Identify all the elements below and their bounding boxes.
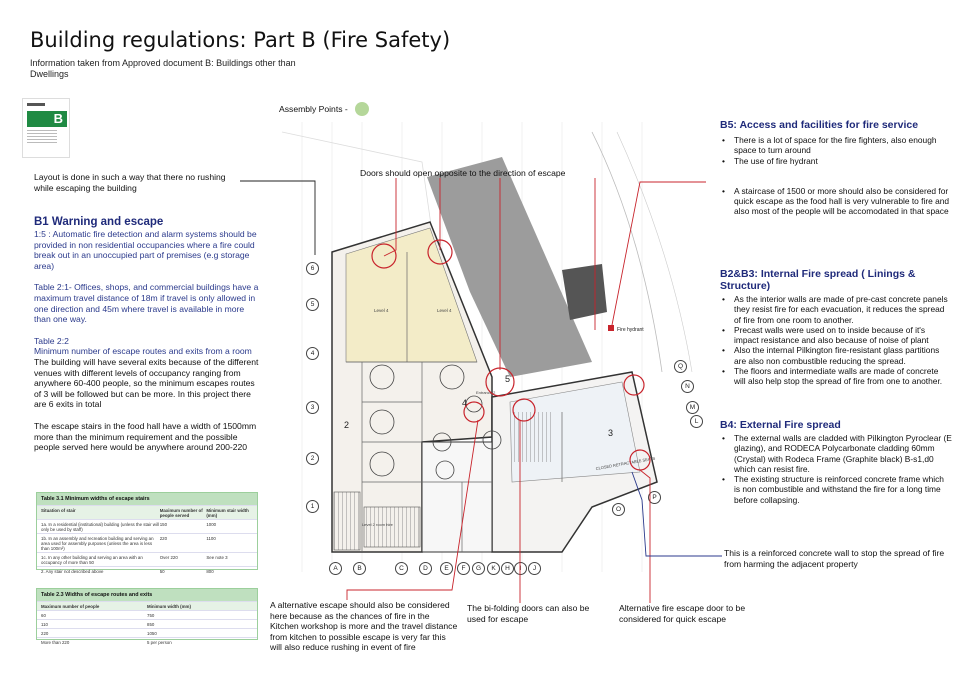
assembly-points-label: Assembly Points - [279,104,348,114]
grid-label: 2 [306,452,319,465]
grid-label: 4 [306,347,319,360]
table-cell: 1a. In a residential (institutional) building (unless the stair will only be used by staff) [41,521,159,532]
grid-label: L [690,415,703,428]
table-cell: 1100 [206,535,216,541]
table-cell: 750 [147,612,155,618]
kitchen-note: A alternative escape should also be considered here because as the chances of fire in the Kitchen workshop is more and the travel distance from kitchen to possible escape is very far this will also reduce rushing in event of fire [270,600,458,652]
table-cell: 150 [159,521,168,527]
list-item: • Precast walls were used on to inside because of it's impact resistance and also because of noise of plant [720,325,952,346]
grid-label: 1 [306,500,319,513]
table-cell: 110 [41,621,48,627]
b1-paragraph-4: The building will have several exits because of the different venues with different levels of occupancy ranging from anywhere 60-400 people, so the minimum escapes routes of 3 will be followed but can be more. In this project there are 6 exits in total [34,356,259,410]
plan-label: CLOSED RETRACTABLE SEATS [595,455,656,471]
grid-label: P [648,491,661,504]
b1-heading: B1 Warning and escape [34,216,164,228]
table-header-cell: Situation of stair [41,507,76,513]
b5-list [720,135,952,217]
grid-label: J [528,562,541,575]
grid-label: B [353,562,366,575]
zone-number: 4 [462,398,468,408]
table-cell: 2. Any stair not described above [41,568,104,574]
list-item: • The external walls are cladded with Pilkington Pyroclear (E glazing), and RODECA Polycarbonate cladding 60mm (Crystal) with Rodeca Frame (Graphite black) B-s1,d0 which can resist fire. [720,433,952,474]
concrete-wall-note: This is a reinforced concrete wall to stop the spread of fire from harming the adjacent property [724,548,945,569]
b4-section [720,419,952,505]
plan-label: Entrance 2 [476,390,496,395]
doors-leader [384,178,396,256]
list-item: • The existing structure is reinforced concrete frame which is non combustible and withstand the fire for a long time before collapsing. [720,474,952,505]
table-cell: Over 220 [159,554,178,560]
b5-leader [612,182,706,325]
table-2-3-title: Table 2.3 Widths of escape routes and exits [37,589,257,601]
grid-label: D [419,562,432,575]
grid-label: M [686,401,699,414]
grid-label: N [681,380,694,393]
zone-number: 5 [505,374,511,384]
table-header-cell: Maximum number of people [41,603,100,609]
b1-paragraph-5: The escape stairs in the food hall have a width of 1500mm more than the minimum requirement and the possible people served here would be anywhere around 200-220 [34,420,257,453]
grid-label: G [472,562,485,575]
fire-hydrant-label: Fire hydrant [617,327,644,333]
alt-door-note: Alternative fire escape door to be considered for quick escape [619,603,746,624]
page-subtitle: Information taken from Approved document B: Buildings other than Dwellings [30,58,296,79]
grid-label: Q [674,360,687,373]
table-cell: 1b. In an assembly and recreation building and serving an area used for assembly purposes (unless the area is less than 100m²) [41,535,154,551]
table-cell: See note 3 [206,554,228,560]
plan-label: Level 4 [374,308,389,313]
list-item: • Also the internal Pilkington fire-resistant glass partitions are also non combustible reducing the spread. [720,345,952,366]
grid-label: O [612,503,625,516]
table-cell: 5 per person [147,639,172,645]
table-cell: 50 [159,568,165,574]
table-cell: More than 220 [41,639,70,645]
grid-label: I [514,562,527,575]
b2b3-section [720,268,952,387]
grid-label: 5 [306,298,319,311]
b2b3-heading: B2&B3: Internal Fire spread ( Linings & Structure) [720,268,916,292]
layout-note-leader [240,181,315,255]
b1-paragraph-1: 1:5 : Automatic fire detection and alarm systems should be provided in non residential occupancies where a fire could break out in an unoccupied part of premises (e.g storage area) [34,229,257,271]
b2b3-list [720,294,952,387]
plan-label: Level 4 [437,308,452,313]
b5-heading: B5: Access and facilities for fire service [720,119,919,131]
grid-label: 6 [306,262,319,275]
grid-label: 3 [306,401,319,414]
table-header-cell: Minimum width (mm) [147,603,191,609]
table-cell: 220 [41,630,49,636]
grid-label: C [395,562,408,575]
zone-number: 3 [608,428,614,438]
list-item: • As the interior walls are made of pre-cast concrete panels they resist fire for each evacuation, it reduces the spread of fire from one room to another. [720,294,952,325]
list-item: • There is a lot of space for the fire fighters, also enough space to turn around [720,135,952,156]
layout-note: Layout is done in such a way that there no rushing while escaping the building [34,172,226,193]
kitchen-leader [347,420,478,600]
bifold-note: The bi-folding doors can also be used for escape [467,603,590,624]
table-3-1-title: Table 3.1 Minimum widths of escape stairs [37,493,257,505]
list-item: • The use of fire hydrant [720,156,952,166]
concrete-wall-leader [632,472,722,556]
table-header-cell: Minimum stair width (mm) [206,507,249,518]
table-header-cell: Maximum number of people served [159,507,203,518]
b4-list [720,433,952,505]
table-cell: 800 [206,568,214,574]
plan-label: Level 2 room hire [362,522,393,527]
thumbnail-letter: B [53,111,63,126]
table-cell: 850 [147,621,155,627]
b4-heading: B4: External Fire spread [720,419,841,431]
page-title: Building regulations: Part B (Fire Safety) [30,28,451,52]
table-cell: 1000 [206,521,217,527]
b1-paragraph-3: Table 2:2 Minimum number of escape routes and exits from a room [34,335,252,357]
grid-label: E [440,562,453,575]
table-cell: 1050 [147,630,157,636]
table-cell: 1c. In any other building and serving an area with an occupancy of more than 50 [41,554,143,565]
zone-number: 2 [344,420,350,430]
doors-note: Doors should open opposite to the direction of escape [360,168,566,178]
b1-paragraph-2: Table 2:1- Offices, shops, and commercial buildings have a maximum travel distance of 18m if travel is only allowed in one direction and 45m where travel is available in more than one way. [34,282,259,325]
grid-label: H [501,562,514,575]
grid-label: A [329,562,342,575]
list-item: • A staircase of 1500 or more should also be considered for quick escape as the food hall is very vulnerable to fire and also most of the people will be accomodated in that space [720,186,952,217]
grid-label: F [457,562,470,575]
b5-section [720,119,952,217]
list-item: • The floors and intermediate walls are made of concrete will also help stop the spread of fire from one to another. [720,366,952,387]
table-cell: 220 [159,535,168,541]
grid-label: K [487,562,500,575]
table-cell: 60 [41,612,46,618]
